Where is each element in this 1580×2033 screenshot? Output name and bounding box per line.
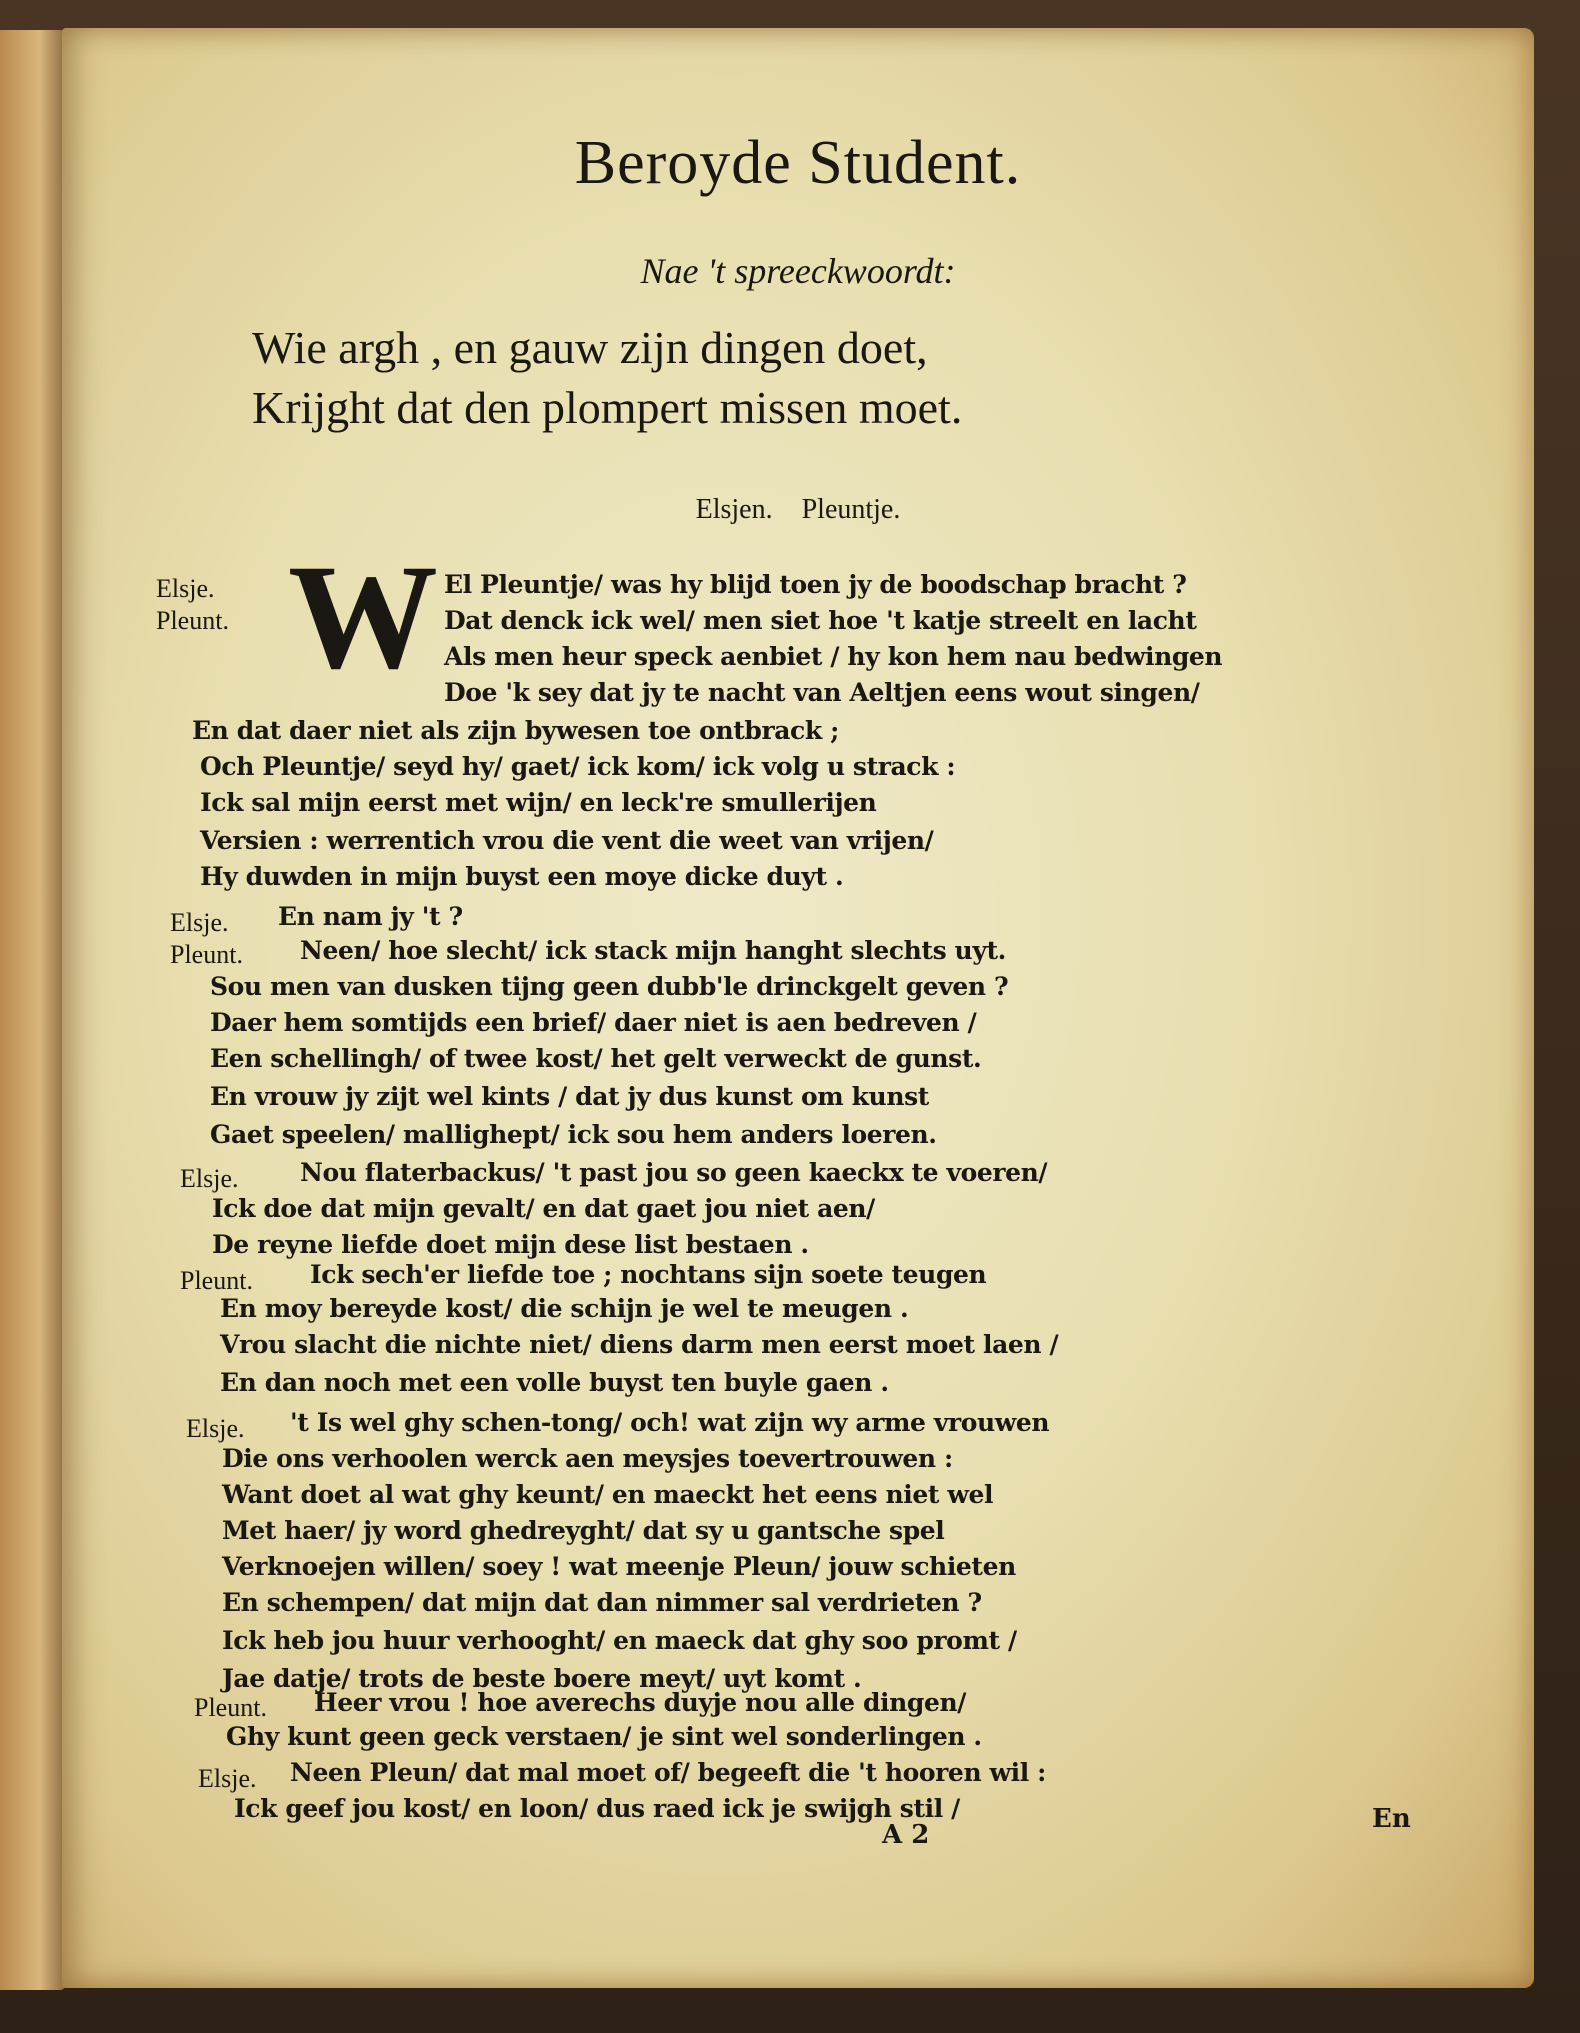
book-page <box>62 28 1534 1988</box>
verse-line: Versien : werrentich vrou die vent die weet van vrijen/ <box>200 826 934 855</box>
motto-line: Krijght dat den plompert missen moet. <box>252 382 963 433</box>
drop-capital: W <box>288 534 438 700</box>
verse-line: Die ons verhoolen werck aen meysjes toevertrouwen : <box>222 1444 953 1473</box>
verse-line: En nam jy 't ? <box>278 902 463 931</box>
verse-line: Als men heur speck aenbiet / hy kon hem nau bedwingen <box>444 642 1223 671</box>
speaker-label: Pleunt. <box>170 940 243 969</box>
speaker-label: Elsje. <box>186 1414 245 1443</box>
verse-line: Met haer/ jy word ghedreyght/ dat sy u gantsche spel <box>222 1516 945 1545</box>
verse-line: De reyne liefde doet mijn dese list bestaen . <box>212 1230 809 1259</box>
verse-line: Hy duwden in mijn buyst een moye dicke duyt . <box>200 862 844 891</box>
verse-line: Een schellingh/ of twee kost/ het gelt verweckt de gunst. <box>210 1044 982 1073</box>
speaker-label: Elsje. <box>198 1764 257 1793</box>
verse-line: Neen Pleun/ dat mal moet of/ begeeft die 't hooren wil : <box>290 1758 1046 1787</box>
verse-line: En vrouw jy zijt wel kints / dat jy dus kunst om kunst <box>210 1082 929 1111</box>
signature-mark: A 2 <box>882 1820 930 1850</box>
speaker-label: Elsje. <box>156 574 215 603</box>
motto-line: Wie argh , en gauw zijn dingen doet, <box>252 322 928 373</box>
verse-line: Ghy kunt geen geck verstaen/ je sint wel sonderlingen . <box>226 1722 982 1751</box>
verse-line: Ick sech'er liefde toe ; nochtans sijn soete teugen <box>310 1260 987 1289</box>
verse-line: Vrou slacht die nichte niet/ diens darm men eerst moet laen / <box>220 1330 1059 1359</box>
verse-line: El Pleuntje/ was hy blijd toen jy de boodschap bracht ? <box>444 570 1187 599</box>
verse-line: En moy bereyde kost/ die schijn je wel te meugen . <box>220 1294 909 1323</box>
speaker-label: Elsje. <box>180 1164 239 1193</box>
facing-page-edge <box>0 30 66 1990</box>
page-title: Beroyde Student. <box>574 129 1022 197</box>
verse-line: En schempen/ dat mijn dat dan nimmer sal verdrieten ? <box>222 1588 982 1617</box>
verse-line: Verknoejen willen/ soey ! wat meenje Pleun/ jouw schieten <box>222 1552 1016 1581</box>
verse-line: Ick doe dat mijn gevalt/ en dat gaet jou niet aen/ <box>212 1194 875 1223</box>
speaker-label: Elsje. <box>170 908 229 937</box>
verse-line: Dat denck ick wel/ men siet hoe 't katje streelt en lacht <box>444 606 1197 635</box>
verse-line: Sou men van dusken tijng geen dubb'le drinckgelt geven ? <box>210 972 1009 1001</box>
verse-line: Och Pleuntje/ seyd hy/ gaet/ ick kom/ ick volg u strack : <box>200 752 956 781</box>
verse-line: Doe 'k sey dat jy te nacht van Aeltjen eens wout singen/ <box>444 678 1200 707</box>
verse-line: Ick sal mijn eerst met wijn/ en leck're smullerijen <box>200 788 877 817</box>
verse-line: Ick geef jou kost/ en loon/ dus raed ick je swijgh stil / <box>234 1794 960 1823</box>
motto <box>252 318 962 438</box>
catchword: En <box>1372 1804 1411 1834</box>
speaker-label: Pleunt. <box>180 1266 253 1295</box>
verse-line: Nou flaterbackus/ 't past jou so geen kaeckx te voeren/ <box>300 1158 1048 1187</box>
verse-line: Neen/ hoe slecht/ ick stack mijn hanght slechts uyt. <box>300 936 1006 965</box>
cast-list: Elsjen. Pleuntje. <box>695 494 901 525</box>
verse-line: Want doet al wat ghy keunt/ en maeckt het eens niet wel <box>222 1480 994 1509</box>
speaker-label: Pleunt. <box>156 606 229 635</box>
verse-line: 't Is wel ghy schen-tong/ och! wat zijn wy arme vrouwen <box>290 1408 1050 1437</box>
verse-line: En dan noch met een volle buyst ten buyle gaen . <box>220 1368 889 1397</box>
verse-line: Jae datje/ trots de beste boere meyt/ uyt komt . <box>222 1664 862 1693</box>
verse-line: Ick heb jou huur verhooght/ en maeck dat ghy soo promt / <box>222 1626 1017 1655</box>
verse-line: Heer vrou ! hoe averechs duyje nou alle dingen/ <box>314 1688 967 1717</box>
verse-line: Gaet speelen/ mallighept/ ick sou hem anders loeren. <box>210 1120 937 1149</box>
speaker-label: Pleunt. <box>194 1693 267 1722</box>
verse-line: Daer hem somtijds een brief/ daer niet is aen bedreven / <box>210 1008 977 1037</box>
proverb-heading: Nae 't spreeckwoordt: <box>640 251 956 291</box>
verse-line: En dat daer niet als zijn bywesen toe ontbrack ; <box>192 716 839 745</box>
